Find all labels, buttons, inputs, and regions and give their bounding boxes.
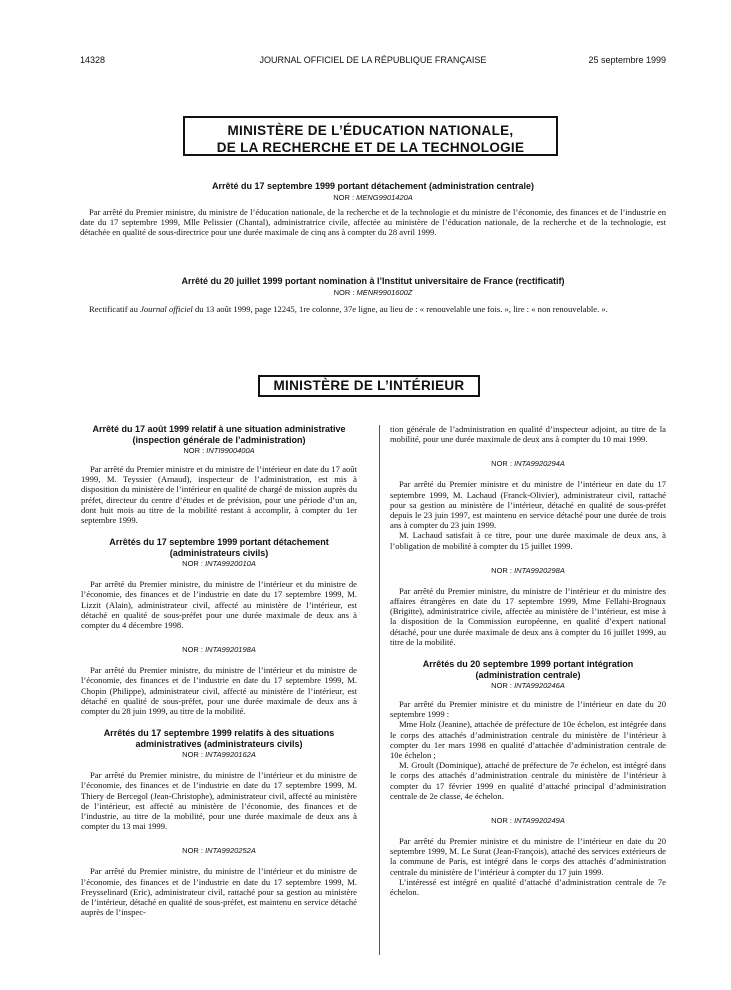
arrete-body: M. Groult (Dominique), attaché de préfecture de 7e échelon, est intégré dans le corps des attachés d’administration centrale du ministère de l’intérieur à compter du 17 février 1999 en qualité d’attaché principal d’administration centrale de 2e classe, 4e échelon.	[390, 760, 666, 801]
nor-reference: NOR : INTA9920249A	[491, 816, 565, 826]
arrete-body: Mme Holz (Jeanine), attachée de préfecture de 10e échelon, est intégrée dans le corps des attachés d’administration centrale du ministère de l’intérieur à compter du 1er mars 1998 en qualité d’attachée d’administration centrale de 10e échelon ;	[390, 719, 666, 761]
page-number: 14328	[80, 55, 106, 65]
nor-reference: NOR : INTA9920198A	[182, 645, 256, 655]
nor-code: INTA9920249A	[514, 816, 565, 826]
nor-code: INTA9920252A	[205, 846, 256, 856]
arrete-body: Rectificatif au Journal officiel du 13 août 1999, page 12245, 1re colonne, 37e ligne, au lieu de : « renouvelable une fois. », lire : « non renouvelable. ».	[89, 303, 608, 314]
nor-reference: NOR : INTA9920010A	[182, 559, 256, 569]
arrete-body: Par arrêté du Premier ministre, du ministre de l’éducation nationale, de la recherche et de la technologie et du ministre de l’économie, des finances et de l’industrie en date du 17 septembre 1999, Mlle Pelissier (Chantal), administratrice civile, affectée au ministère de l’éducation nationale, de la recherche et de la technologie, est détachée en qualité de sous-directrice pour une durée maximale de cinq ans à compter du 28 avril 1999.	[80, 206, 666, 237]
ministry-heading-line-1: MINISTÈRE DE L’ÉDUCATION NATIONALE,	[227, 123, 514, 138]
left-column	[81, 424, 357, 917]
nor-reference: NOR : INTA9920252A	[182, 846, 256, 856]
issue-date: 25 septembre 1999	[588, 55, 666, 65]
arrete-title: Arrêté du 17 août 1999 relatif à une situation administrative (inspection générale de l’administration)	[92, 424, 346, 445]
nor-reference: NOR : MENR9901600Z	[333, 287, 413, 297]
nor-code: INTI9900400A	[206, 446, 255, 455]
nor-code: INTA9920246A	[514, 681, 565, 691]
running-header	[80, 55, 666, 69]
arrete-title: Arrêtés du 17 septembre 1999 portant détachement (administrateurs civils)	[109, 537, 329, 558]
arrete-title: Arrêtés du 20 septembre 1999 portant intégration (administration centrale)	[422, 659, 634, 680]
arrete-title: Arrêtés du 17 septembre 1999 relatifs à des situations administratives (administrateurs civils)	[103, 728, 335, 749]
arrete-detachement-education	[80, 181, 666, 237]
arrete-body: Par arrêté du Premier ministre, du ministre de l’intérieur et du ministre des affaires étrangères en date du 17 septembre 1999, Mme Fellahi-Brognaux (Brigitte), administratrice civile, affectée au ministère de l’intérieur, est mise à la disposition de la Commission européenne, en qualité d’expert national détaché, pour une durée maximale de deux ans à compter du 16 juillet 1999, au titre de la mobilité.	[390, 585, 666, 647]
nor-code: INTA9920298A	[514, 565, 565, 575]
arrete-nomination-iuf	[80, 276, 666, 314]
arrete-body: Par arrêté du Premier ministre et du ministre de l’intérieur en date du 20 septembre 1999 :	[390, 699, 666, 720]
nor-code: INTA9920010A	[205, 559, 256, 569]
nor-reference: NOR : INTA9920298A	[491, 565, 565, 575]
arrete-body: Par arrêté du Premier ministre et du ministre de l’intérieur en date du 17 septembre 1999, M. Lachaud (Franck-Olivier), administrateur civil, rattaché pour sa gestion au ministère de l’intérieur, détaché en qualité de sous-préfet depuis le 23 juin 1997, est maintenu en service détaché pour une durée de trois ans à compter du 23 juin 1999.	[390, 479, 666, 531]
arrete-body: Par arrêté du Premier ministre et du ministre de l’intérieur en date du 20 septembre 1999, M. Le Surat (Jean-François), attaché des services extérieurs de la commune de Paris, est intégré dans le corps des attachés d’administration centrale du ministère de l’intérieur à compter du 17 juin 1999.	[390, 836, 666, 877]
nor-reference: NOR : INTA9920294A	[491, 459, 565, 469]
nor-code: INTA9920294A	[514, 459, 565, 469]
arrete-title: Arrêté du 17 septembre 1999 portant détachement (administration centrale)	[211, 181, 535, 191]
nor-reference: NOR : INTI9900400A	[183, 446, 255, 455]
journal-title: JOURNAL OFFICIEL DE LA RÉPUBLIQUE FRANÇAISE	[259, 55, 487, 65]
arrete-body: M. Lachaud satisfait à ce titre, pour une durée maximale de deux ans, à l’obligation de mobilité à compter du 15 juillet 1999.	[390, 530, 666, 551]
arrete-body: Par arrêté du Premier ministre, du ministre de l’intérieur et du ministre de l’économie, des finances et de l’industrie en date du 17 septembre 1999, M. Thiery de Bercegol (Jean-Christophe), administrateur civil, affecté au ministère de l’intérieur, est affecté au ministère de l’économie, des finances et de l’industrie, au titre de la mobilité, pour une durée maximale de deux ans à compter du 13 mai 1999.	[81, 770, 357, 832]
arrete-body: Par arrêté du Premier ministre, du ministre de l’intérieur et du ministre de l’économie, des finances et de l’industrie en date du 17 septembre 1999, M. Chopin (Philippe), administrateur civil, affecté au ministère de l’intérieur, est détaché en qualité de sous-préfet, pour une durée maximale de deux ans à compter du 28 juin 1999, au titre de la mobilité.	[81, 665, 357, 717]
arrete-body: Par arrêté du Premier ministre, du ministre de l’intérieur et du ministre de l’économie, des finances et de l’industrie en date du 17 septembre 1999, M. Lizzit (Alain), administrateur civil, affecté au ministère de l’intérieur, est détaché en qualité de sous-préfet pour une durée maximale de deux ans à compter du 4 décembre 1998.	[81, 579, 357, 631]
arrete-body: Par arrêté du Premier ministre, du ministre de l’intérieur et du ministre de l’économie, des finances et de l’industrie en date du 17 septembre 1999, M. Freysselinard (Eric), administrateur civil, rattaché pour sa gestion au ministère de l’intérieur, détaché en qualité de sous-préfet, est maintenu en service détaché auprès de l’inspec-	[81, 866, 357, 918]
nor-code: MENR9901600Z	[356, 287, 413, 297]
arrete-title: Arrêté du 20 juillet 1999 portant nomination à l’Institut universitaire de France (rectificatif)	[181, 276, 565, 286]
arrete-body: Par arrêté du Premier ministre et du ministre de l’intérieur en date du 17 août 1999, M. Teyssier (Arnaud), inspecteur de l’administration, est mis à disposition du ministère de l’intérieur en qualité de chargé de mission auprès du préfet, directeur du centre d’études et de prévision, pour une période d’un an, dont huit mois au titre de la mobilité restant à accomplir, à compter du 1er septembre 1999.	[81, 464, 357, 526]
nor-code: INTA9920198A	[205, 645, 256, 655]
nor-code: INTA9920162A	[205, 750, 256, 760]
ministry-heading-label: MINISTÈRE DE L’INTÉRIEUR	[273, 378, 465, 393]
nor-reference: NOR : INTA9920246A	[491, 681, 565, 691]
ministry-education-heading	[183, 116, 558, 156]
ministry-interior-heading	[258, 375, 480, 397]
arrete-body: L’intéressé est intégré en qualité d’attaché d’administration centrale de 7e échelon.	[390, 876, 666, 898]
nor-reference: NOR : MENG9901420A	[333, 192, 413, 202]
arrete-body-continued: tion générale de l’administration en qualité d’inspecteur adjoint, au titre de la mobilité, pour une durée maximale de deux ans à compter du 10 mai 1999.	[390, 424, 666, 445]
ministry-heading-line-2: DE LA RECHERCHE ET DE LA TECHNOLOGIE	[216, 140, 525, 155]
column-divider	[379, 425, 380, 955]
nor-reference: NOR : INTA9920162A	[182, 750, 256, 760]
right-column	[390, 424, 666, 897]
nor-code: MENG9901420A	[356, 192, 413, 202]
